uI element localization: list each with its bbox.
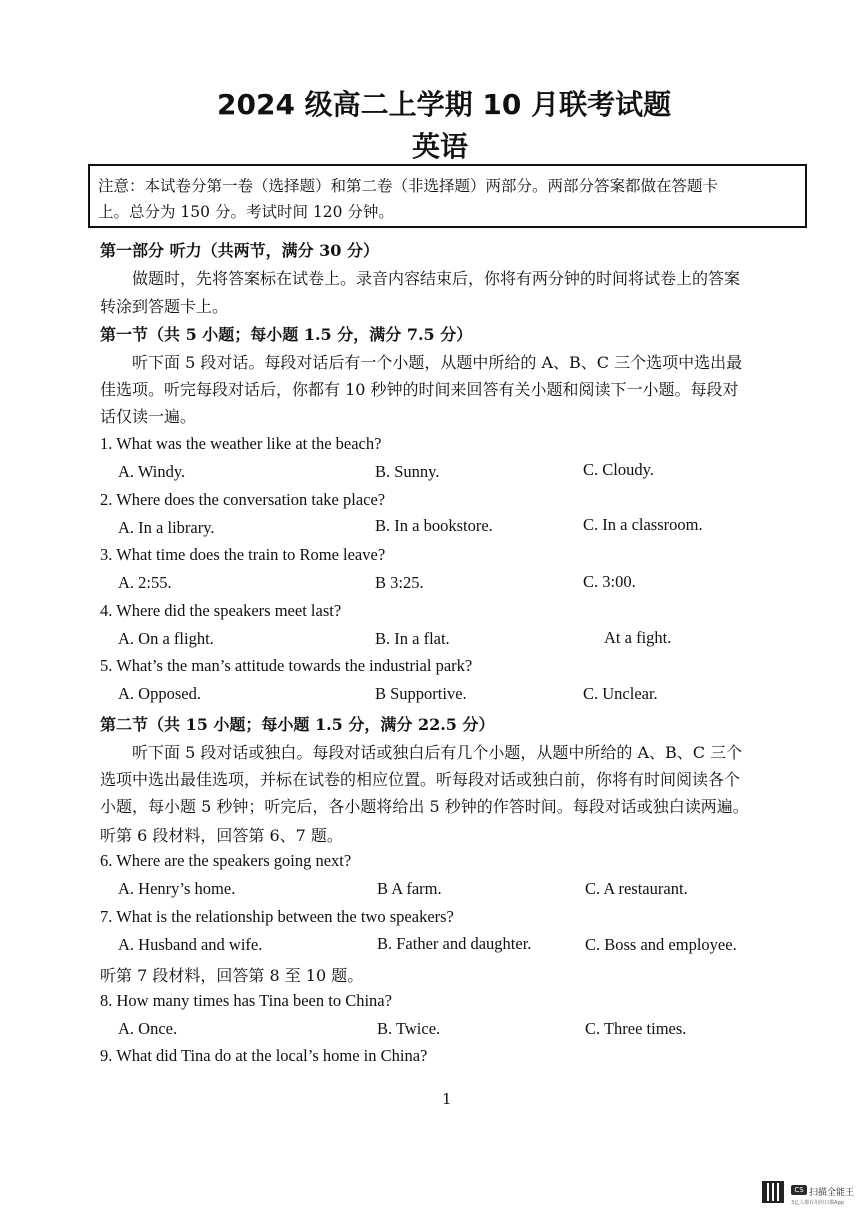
notice-line-1: 注意：本试卷分第一卷（选择题）和第二卷（非选择题）两部分。两部分答案都做在答题卡 xyxy=(98,177,719,195)
section2-heading: 第二节（共 15 小题；每小题 1.5 分，满分 22.5 分） xyxy=(100,715,495,734)
option-c: C. Boss and employee. xyxy=(585,935,737,954)
option-c: C. Unclear. xyxy=(583,684,658,703)
question-stem: 6. Where are the speakers going next? xyxy=(100,851,352,870)
option-b: B. Father and daughter. xyxy=(377,934,532,953)
option-b: B. In a bookstore. xyxy=(375,516,493,535)
option-a: A. Once. xyxy=(118,1019,178,1038)
exam-title: 2024 级高二上学期 10 月联考试题 xyxy=(217,88,672,121)
option-a: A. Henry’s home. xyxy=(118,879,236,898)
option-a: A. In a library. xyxy=(118,518,215,537)
option-a: A. Husband and wife. xyxy=(118,935,263,954)
section1-intro-line-2: 佳选项。听完每段对话后，你都有 10 秒钟的时间来回答有关小题和阅读下一小题。每段对 xyxy=(100,380,739,399)
option-c: C. 3:00. xyxy=(583,572,636,591)
option-c: C. In a classroom. xyxy=(583,515,703,534)
question-stem: 3. What time does the train to Rome leave? xyxy=(100,545,386,564)
section1-intro-line-1: 听下面 5 段对话。每段对话后有一个小题，从题中所给的 A、B、C 三个选项中选出最 xyxy=(132,353,743,372)
section2-intro-line-2: 选项中选出最佳选项，并标在试卷的相应位置。听每段对话或独白前，你将有时间阅读各个 xyxy=(100,770,741,789)
section1-intro-line-3: 话仅读一遍。 xyxy=(100,407,197,426)
section1-heading: 第一节（共 5 小题；每小题 1.5 分，满分 7.5 分） xyxy=(100,325,473,344)
question-stem: 5. What’s the man’s attitude towards the industrial park? xyxy=(100,656,473,675)
material-6-instruction: 听第 6 段材料，回答第 6、7 题。 xyxy=(100,826,343,845)
question-stem: 4. Where did the speakers meet last? xyxy=(100,601,342,620)
option-b: B Supportive. xyxy=(375,684,467,703)
option-b: B. Sunny. xyxy=(375,462,440,481)
option-c: C. Cloudy. xyxy=(583,460,654,479)
page-number: 1 xyxy=(442,1090,452,1108)
scanner-logo-icon: CS xyxy=(791,1185,807,1195)
option-c: At a fight. xyxy=(604,628,672,647)
notice-line-2: 上。总分为 150 分。考试时间 120 分钟。 xyxy=(98,203,394,221)
material-7-instruction: 听第 7 段材料，回答第 8 至 10 题。 xyxy=(100,966,364,985)
question-stem: 7. What is the relationship between the two speakers? xyxy=(100,907,454,926)
scanner-watermark-sub: 3亿人都在用的扫描App xyxy=(791,1200,844,1206)
option-a: A. Opposed. xyxy=(118,684,201,703)
option-a: A. 2:55. xyxy=(118,573,172,592)
option-b: B. In a flat. xyxy=(375,629,450,648)
question-stem: 2. Where does the conversation take place? xyxy=(100,490,386,509)
option-a: A. Windy. xyxy=(118,462,186,481)
section2-intro-line-1: 听下面 5 段对话或独白。每段对话或独白后有几个小题，从题中所给的 A、B、C 三个 xyxy=(132,743,743,762)
subject-title: 英语 xyxy=(412,130,469,163)
option-c: C. Three times. xyxy=(585,1019,687,1038)
question-stem: 8. How many times has Tina been to China? xyxy=(100,991,392,1010)
option-b: B 3:25. xyxy=(375,573,424,592)
section2-intro-line-3: 小题，每小题 5 秒钟；听完后，各小题将给出 5 秒钟的作答时间。每段对话或独白读两遍。 xyxy=(100,797,749,816)
option-c: C. A restaurant. xyxy=(585,879,688,898)
option-a: A. On a flight. xyxy=(118,629,214,648)
question-stem: 9. What did Tina do at the local’s home in China? xyxy=(100,1046,428,1065)
question-stem: 1. What was the weather like at the beach? xyxy=(100,434,382,453)
part1-intro-line-1: 做题时，先将答案标在试卷上。录音内容结束后，你将有两分钟的时间将试卷上的答案 xyxy=(132,269,741,288)
scanner-watermark-name: 扫描全能王 xyxy=(809,1188,855,1198)
option-b: B A farm. xyxy=(377,879,442,898)
option-b: B. Twice. xyxy=(377,1019,441,1038)
part1-heading: 第一部分 听力（共两节，满分 30 分） xyxy=(100,241,379,260)
qr-code-icon xyxy=(762,1181,784,1203)
part1-intro-line-2: 转涂到答题卡上。 xyxy=(100,297,229,316)
